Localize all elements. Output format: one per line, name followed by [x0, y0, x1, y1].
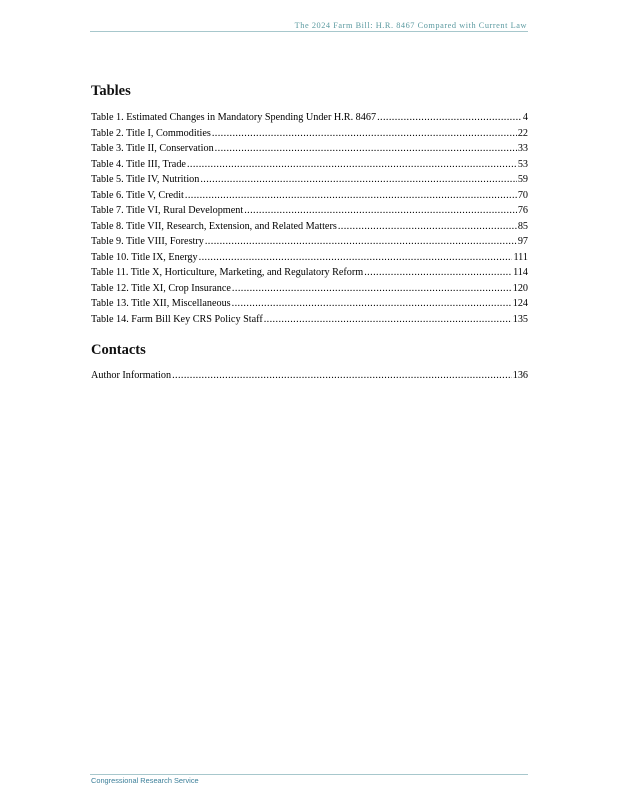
toc-entry-page: 53 [517, 158, 528, 170]
dot-leader [205, 234, 517, 250]
footer-rule [90, 774, 528, 775]
toc-entry-title: Author Information [91, 370, 172, 381]
toc-entry-title: Table 8. Title VII, Research, Extension, and Related Matters [91, 220, 337, 232]
dot-leader [232, 281, 512, 297]
toc-entry-title: Table 11. Title X, Horticulture, Marketing, and Regulatory Reform [91, 267, 364, 278]
toc-entry[interactable] [91, 172, 528, 188]
toc-entry-page: 33 [517, 143, 528, 154]
dot-leader [377, 110, 522, 126]
header-rule [90, 31, 528, 32]
contacts-list [91, 368, 528, 384]
toc-entry-page: 124 [512, 298, 528, 309]
dot-leader [187, 157, 517, 173]
toc-entry-title: Table 3. Title II, Conservation [91, 143, 214, 154]
toc-entry-title: Table 1. Estimated Changes in Mandatory Spending Under H.R. 8467 [91, 112, 377, 123]
dot-leader [199, 250, 513, 266]
toc-entry[interactable] [91, 110, 528, 126]
dot-leader [264, 312, 512, 328]
toc-entry-title: Table 14. Farm Bill Key CRS Policy Staff [91, 313, 263, 325]
running-header-title: The 2024 Farm Bill: H.R. 8467 Compared with Current Law [294, 21, 527, 30]
toc-entry-title: Table 2. Title I, Commodities [91, 127, 211, 139]
toc-entry-page: 70 [517, 189, 528, 201]
dot-leader [200, 172, 516, 188]
toc-entry[interactable] [91, 234, 528, 250]
toc-entry[interactable] [91, 188, 528, 204]
toc-entry-title: Table 13. Title XII, Miscellaneous [91, 298, 231, 309]
toc-entry-page: 114 [513, 267, 528, 278]
toc-entry-page: 59 [517, 174, 528, 185]
toc-entry-page: 4 [522, 112, 528, 123]
toc-entry[interactable] [91, 157, 528, 173]
tables-heading: Tables [91, 83, 131, 99]
dot-leader [244, 203, 517, 219]
tables-list [91, 110, 528, 327]
toc-entry-page: 111 [513, 251, 528, 263]
toc-entry-page: 85 [517, 220, 528, 232]
dot-leader [212, 126, 517, 142]
dot-leader [338, 219, 517, 235]
toc-entry-title: Table 7. Title VI, Rural Development [91, 205, 244, 216]
toc-entry[interactable] [91, 281, 528, 297]
dot-leader [232, 296, 512, 312]
toc-entry[interactable] [91, 265, 528, 281]
toc-entry[interactable] [91, 141, 528, 157]
toc-entry[interactable] [91, 250, 528, 266]
toc-entry-page: 135 [512, 313, 528, 325]
toc-entry[interactable] [91, 296, 528, 312]
toc-entry[interactable] [91, 219, 528, 235]
toc-entry-title: Table 9. Title VIII, Forestry [91, 236, 204, 247]
toc-entry-page: 76 [517, 205, 528, 216]
toc-entry[interactable] [91, 368, 528, 384]
toc-entry-page: 22 [517, 127, 528, 139]
toc-entry[interactable] [91, 312, 528, 328]
toc-entry-title: Table 10. Title IX, Energy [91, 251, 198, 263]
dot-leader [364, 265, 512, 281]
toc-entry[interactable] [91, 203, 528, 219]
dot-leader [215, 141, 517, 157]
dot-leader [185, 188, 517, 204]
contacts-heading: Contacts [91, 342, 146, 358]
toc-entry-page: 120 [512, 282, 528, 294]
dot-leader [172, 368, 512, 384]
toc-entry-title: Table 5. Title IV, Nutrition [91, 174, 200, 185]
toc-entry-page: 136 [512, 370, 528, 381]
footer-organization: Congressional Research Service [91, 776, 199, 785]
toc-entry-title: Table 6. Title V, Credit [91, 189, 184, 201]
toc-entry[interactable] [91, 126, 528, 142]
toc-entry-title: Table 4. Title III, Trade [91, 158, 186, 170]
toc-entry-page: 97 [517, 236, 528, 247]
toc-entry-title: Table 12. Title XI, Crop Insurance [91, 282, 231, 294]
